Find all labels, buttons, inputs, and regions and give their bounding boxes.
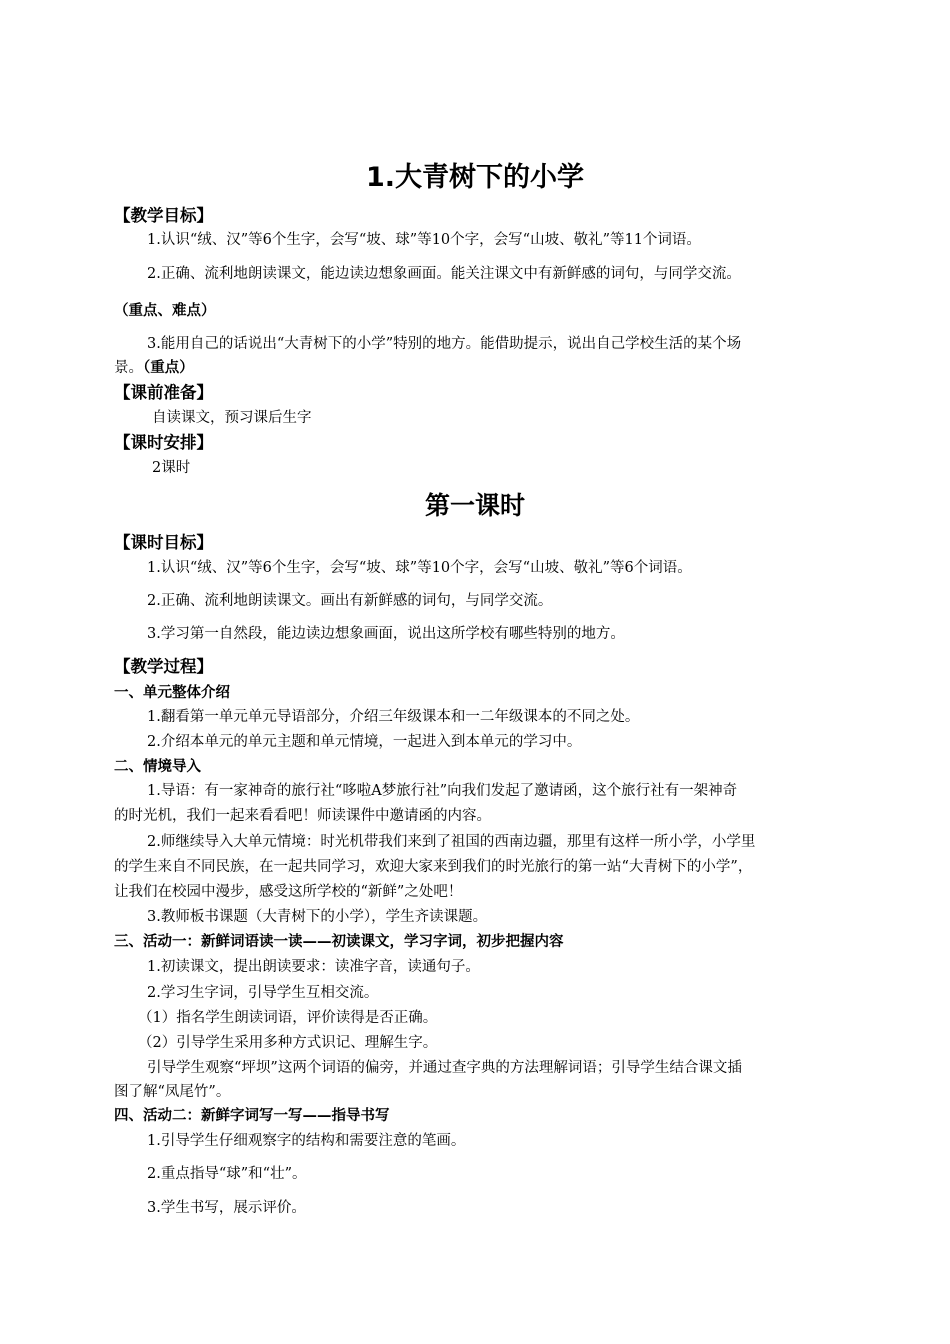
schedule-text: 2课时 xyxy=(152,460,191,476)
section-3-title: 三、活动一：新鲜词语读一读——初读课文，学习字词，初步把握内容 xyxy=(114,934,564,950)
teaching-goal-2: 2.正确、流利地朗读课文，能边读边想象画面。能关注课文中有新鲜感的词句，与同学交流。 xyxy=(147,266,741,282)
process-heading: 【教学过程】 xyxy=(114,657,213,676)
section-3-line: 2.学习生字词，引导学生互相交流。 xyxy=(147,985,379,1001)
key-difficulty-note: （重点、难点） xyxy=(114,303,216,319)
lesson-goal-2: 2.正确、流利地朗读课文。画出有新鲜感的词句，与同学交流。 xyxy=(147,593,553,609)
section-2-title: 二、情境导入 xyxy=(114,759,201,775)
lesson-title: 第一课时 xyxy=(424,491,525,520)
section-4-title: 四、活动二：新鲜字词写一写——指导书写 xyxy=(114,1108,390,1124)
teaching-goal-1: 1.认识“绒、汉”等6个生字，会写“坡、球”等10个字，会写“山坡、敬礼”等11个词语。 xyxy=(147,232,701,248)
section-1-title: 一、单元整体介绍 xyxy=(114,685,230,701)
section-2-line: 1.导语：有一家神奇的旅行社“哆啦A梦旅行社”向我们发起了邀请函，这个旅行社有一架神奇 xyxy=(147,783,738,799)
lesson-goal-1: 1.认识“绒、汉”等6个生字，会写“坡、球”等10个字，会写“山坡、敬礼”等6个词语。 xyxy=(147,560,692,576)
teaching-goals-heading: 【教学目标】 xyxy=(114,206,213,225)
section-2-line: 的学生来自不同民族，在一起共同学习，欢迎大家来到我们的时光旅行的第一站“大青树下的小学”， xyxy=(114,859,753,875)
section-4-line: 2.重点指导“球”和“壮”。 xyxy=(147,1166,307,1182)
schedule-heading: 【课时安排】 xyxy=(114,433,213,452)
section-1-line: 1.翻看第一单元单元导语部分，介绍三年级课本和一二年级课本的不同之处。 xyxy=(147,709,640,725)
section-2-line: 让我们在校园中漫步，感受这所学校的“新鲜”之处吧！ xyxy=(114,884,463,900)
section-4-line: 3.学生书写，展示评价。 xyxy=(147,1200,306,1216)
section-1-line: 2.介绍本单元的单元主题和单元情境，一起进入到本单元的学习中。 xyxy=(147,734,582,750)
preparation-heading: 【课前准备】 xyxy=(114,383,213,402)
section-2-line: 的时光机，我们一起来看看吧！师读课件中邀请函的内容。 xyxy=(114,808,491,824)
section-2-line: 2.师继续导入大单元情境：时光机带我们来到了祖国的西南边疆，那里有这样一所小学，小学里 xyxy=(147,834,756,850)
teaching-goal-3-line-1: 3.能用自己的话说出“大青树下的小学”特别的地方。能借助提示，说出自己学校生活的某个场 xyxy=(147,336,742,352)
page-title: 1.大青树下的小学 xyxy=(365,162,585,193)
section-3-line: 引导学生观察“坪坝”这两个词语的偏旁，并通过查字典的方法理解词语；引导学生结合课文插 xyxy=(147,1060,742,1076)
section-3-line: （2）引导学生采用多种方式识记、理解生字。 xyxy=(138,1035,438,1051)
section-3-line: 1.初读课文，提出朗读要求：读准字音，读通句子。 xyxy=(147,959,480,975)
preparation-text: 自读课文，预习课后生字 xyxy=(152,410,312,426)
section-2-line: 3.教师板书课题（大青树下的小学），学生齐读课题。 xyxy=(147,909,488,925)
key-point-tag: （重点） xyxy=(143,360,194,376)
lesson-goal-3: 3.学习第一自然段，能边读边想象画面，说出这所学校有哪些特别的地方。 xyxy=(147,626,625,642)
teaching-goal-3-line-2: 景。（重点） xyxy=(114,360,194,376)
section-3-line: 图了解“凤尾竹”。 xyxy=(114,1084,231,1100)
lesson-goals-heading: 【课时目标】 xyxy=(114,533,213,552)
section-4-line: 1.引导学生仔细观察字的结构和需要注意的笔画。 xyxy=(147,1133,466,1149)
section-3-line: （1）指名学生朗读词语，评价读得是否正确。 xyxy=(138,1010,438,1026)
